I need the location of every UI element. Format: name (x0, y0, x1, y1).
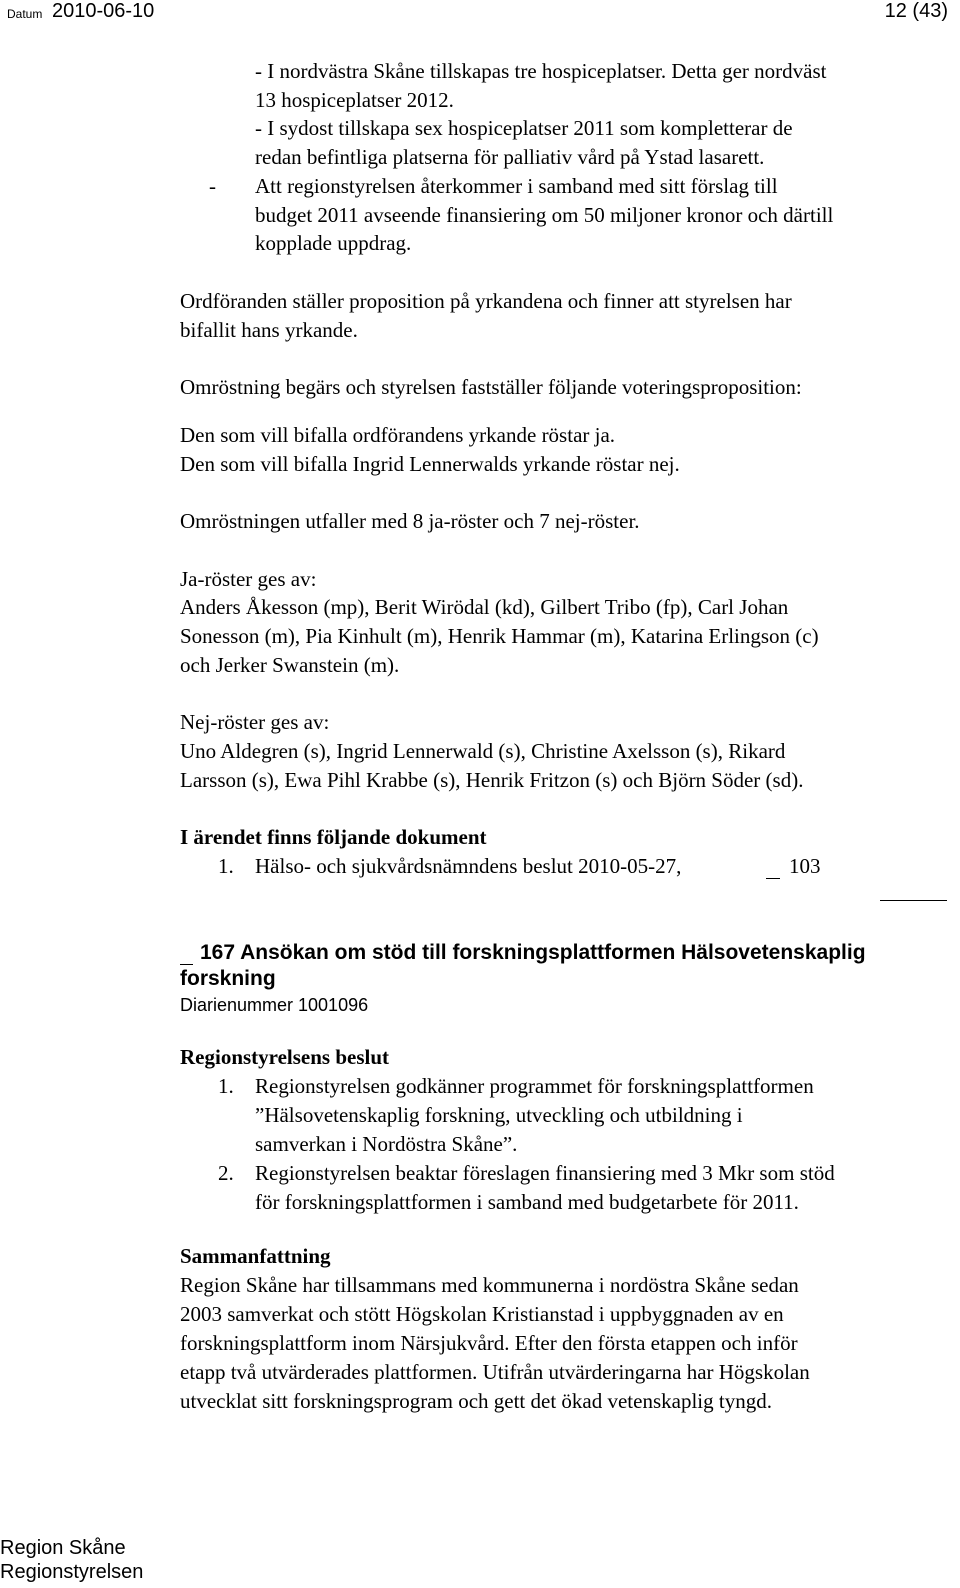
section-title: 167 Ansökan om stöd till forskningsplattformen Hälsovetenskaplig (200, 941, 866, 964)
decision-item: Regionstyrelsen beaktar föreslagen finansiering med 3 Mkr som stöd (255, 1161, 835, 1185)
document-date: 2010-06-10 (52, 0, 155, 22)
summary-text: etapp två utvärderades plattformen. Utifrån utvärderingarna har Högskolan (180, 1360, 810, 1384)
yes-votes-heading: Ja-röster ges av: (180, 567, 317, 591)
no-votes-list: Larsson (s), Ewa Pihl Krabbe (s), Henrik Fritzon (s) och Björn Söder (sd). (180, 768, 804, 792)
date-label: Datum (7, 7, 43, 21)
decision-item-number: 2. (218, 1161, 234, 1185)
vote-proposition-yes: Den som vill bifalla ordförandens yrkande röstar ja. (180, 423, 616, 447)
decision-heading: Regionstyrelsens beslut (180, 1045, 390, 1069)
page-number: 12 (43) (884, 0, 948, 22)
body-line: - I nordvästra Skåne tillskapas tre hospiceplatser. Detta ger nordväst (255, 59, 827, 83)
vote-request: Omröstning begärs och styrelsen fastställer följande voteringsproposition: (180, 375, 802, 399)
summary-text: forskningsplattform inom Närsjukvård. Efter den första etappen och inför (180, 1331, 798, 1355)
vote-proposition-no: Den som vill bifalla Ingrid Lennerwalds yrkande röstar nej. (180, 452, 680, 476)
yes-votes-list: och Jerker Swanstein (m). (180, 653, 400, 677)
body-line: - I sydost tillskapa sex hospiceplatser 2011 som kompletterar de (255, 116, 793, 140)
bullet-line: budget 2011 avseende finansiering om 50 miljoner kronor och därtill (255, 203, 834, 227)
decision-item: ”Hälsovetenskaplig forskning, utveckling och utbildning i (255, 1103, 743, 1127)
yes-votes-list: Anders Åkesson (mp), Berit Wirödal (kd), Gilbert Tribo (fp), Carl Johan (180, 595, 789, 619)
body-line: 13 hospiceplatser 2012. (255, 88, 454, 112)
decision-item: Regionstyrelsen godkänner programmet för forskningsplattformen (255, 1074, 814, 1098)
no-votes-heading: Nej-röster ges av: (180, 710, 330, 734)
bullet-line: Att regionstyrelsen återkommer i samband med sitt förslag till (255, 174, 778, 198)
bullet-dash: - (209, 174, 216, 198)
bullet-line: kopplade uppdrag. (255, 231, 412, 255)
section-title: forskning (180, 967, 276, 990)
summary-heading: Sammanfattning (180, 1244, 331, 1268)
summary-text: utvecklat sitt forskningsprogram och gett det ökad vetenskaplig tyngd. (180, 1389, 772, 1413)
chair-proposition: Ordföranden ställer proposition på yrkandena och finner att styrelsen har (180, 289, 792, 313)
chair-proposition: bifallit hans yrkande. (180, 318, 358, 342)
summary-text: 2003 samverkat och stött Högskolan Kristianstad i uppbyggnaden av en (180, 1302, 784, 1326)
documents-heading: I ärendet finns följande dokument (180, 825, 487, 849)
decision-item: för forskningsplattformen i samband med budgetarbete för 2011. (255, 1190, 799, 1214)
body-line: redan befintliga platserna för palliativ vård på Ystad lasarett. (255, 145, 765, 169)
footer-organization: Region Skåne (0, 1537, 126, 1559)
document-item-number: 1. (218, 854, 234, 878)
summary-text: Region Skåne har tillsammans med kommunerna i nordöstra Skåne sedan (180, 1273, 799, 1297)
no-votes-list: Uno Aldegren (s), Ingrid Lennerwald (s), Christine Axelsson (s), Rikard (180, 739, 786, 763)
decision-item-number: 1. (218, 1074, 234, 1098)
document-item: Hälso- och sjukvårdsnämndens beslut 2010-05-27, (255, 854, 682, 878)
vote-result: Omröstningen utfaller med 8 ja-röster och 7 nej-röster. (180, 509, 640, 533)
paragraph-mark-underline (766, 878, 780, 879)
yes-votes-list: Sonesson (m), Pia Kinhult (m), Henrik Hammar (m), Katarina Erlingson (c) (180, 624, 819, 648)
diarienummer: Diarienummer 1001096 (180, 995, 369, 1015)
section-divider (880, 900, 947, 901)
decision-item: samverkan i Nordöstra Skåne”. (255, 1132, 518, 1156)
document-item-reference: 103 (789, 854, 821, 878)
footer-board: Regionstyrelsen (0, 1561, 144, 1583)
